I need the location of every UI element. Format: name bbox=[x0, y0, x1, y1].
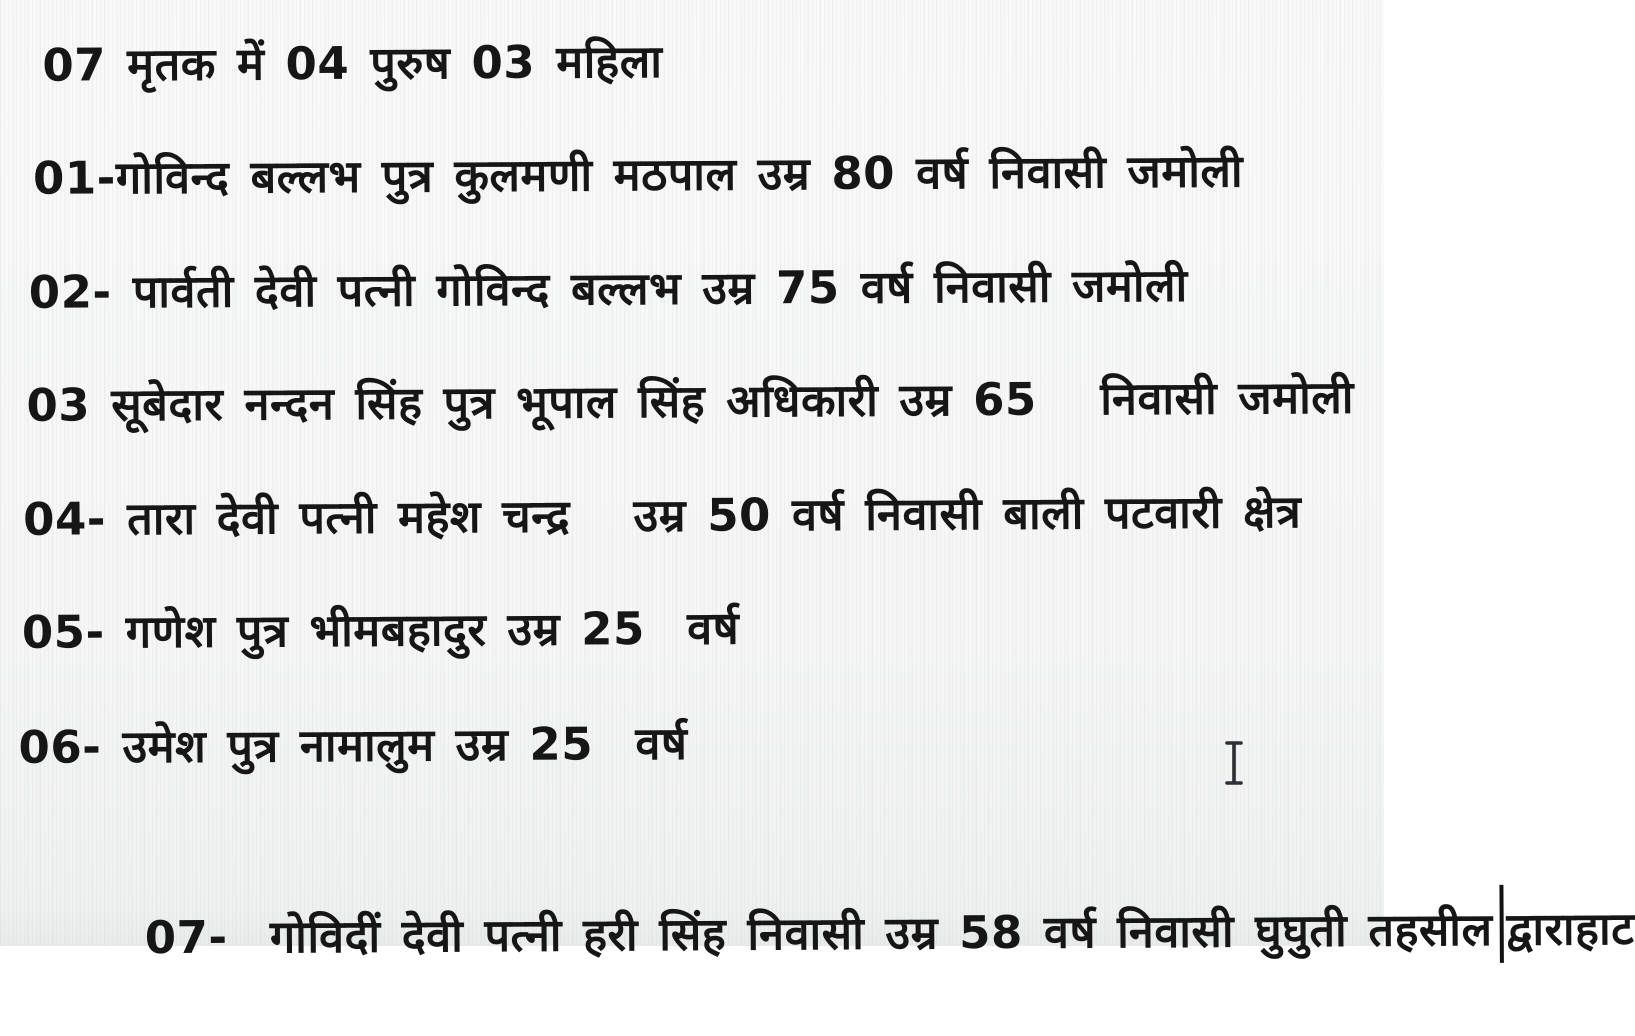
text-caret bbox=[1499, 885, 1503, 963]
entry-line-07-before-caret: 07- गोविदीं देवी पत्नी हरी सिंह निवासी उम्र 58 वर्ष निवासी घुघुती तहसील bbox=[144, 902, 1493, 965]
entry-line-05[interactable]: 05- गणेश पुत्र भीमबहादुर उम्र 25 वर्ष bbox=[21, 601, 740, 659]
entry-line-07[interactable] bbox=[17, 820, 1635, 1036]
entry-line-01[interactable]: 01-गोविन्द बल्लभ पुत्र कुलमणी मठपाल उम्र 80 वर्ष निवासी जमोली bbox=[32, 144, 1244, 205]
entry-line-07-after-caret: द्वाराहाट bbox=[1506, 902, 1635, 956]
entry-line-02[interactable]: 02- पार्वती देवी पत्नी गोविन्द बल्लभ उम्र 75 वर्ष निवासी जमोली bbox=[28, 258, 1188, 319]
entry-line-04[interactable]: 04- तारा देवी पत्नी महेश चन्द्र उम्र 50 वर्ष निवासी बाली पटवारी क्षेत्र bbox=[23, 485, 1302, 546]
summary-line[interactable]: 07 मृतक में 04 पुरुष 03 महिला bbox=[42, 34, 663, 92]
entry-line-06[interactable]: 06- उमेश पुत्र नामालुम उम्र 25 वर्ष bbox=[18, 716, 688, 774]
entry-line-03[interactable]: 03 सूबेदार नन्दन सिंह पुत्र भूपाल सिंह अधिकारी उम्र 65 निवासी जमोली bbox=[26, 370, 1355, 432]
ibeam-cursor-icon bbox=[1222, 740, 1246, 786]
